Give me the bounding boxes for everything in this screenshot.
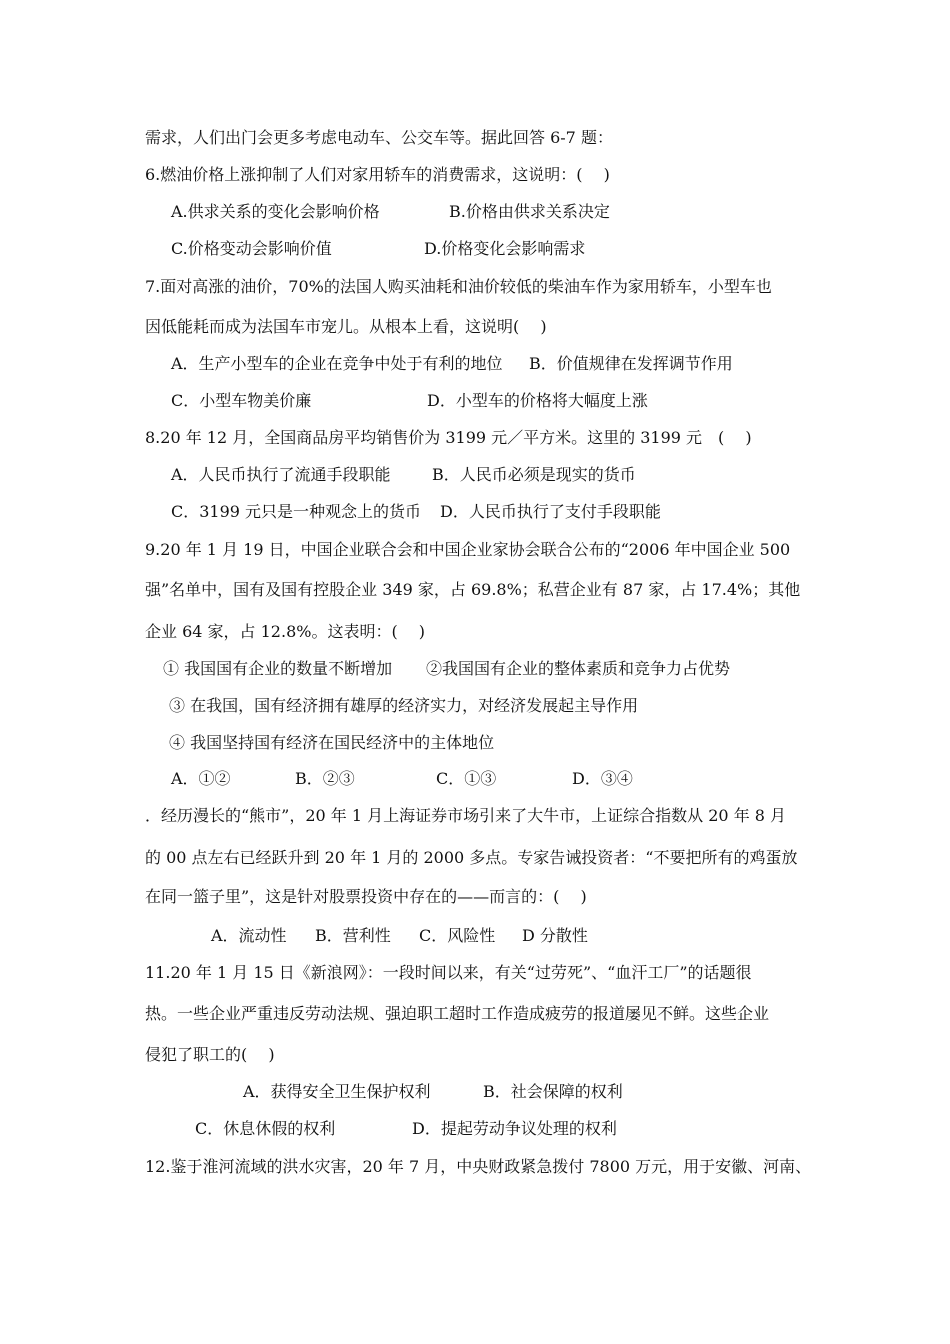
option-a: A.供求关系的变化会影响价格 bbox=[171, 202, 380, 221]
question-8: 8.20 年 12 月，全国商品房平均销售价为 3199 元／平方米。这里的 3199 元 ( ) bbox=[145, 428, 752, 447]
option-a: A．生产小型车的企业在竞争中处于有利的地位 bbox=[171, 354, 503, 373]
option-a: A．①② bbox=[171, 769, 231, 788]
option-c: C．小型车物美价廉 bbox=[171, 391, 312, 410]
question-10-cont: 在同一篮子里”，这是针对股票投资中存在的——而言的：( ) bbox=[145, 887, 587, 906]
question-9-cont: 企业 64 家，占 12.8%。这表明：( ) bbox=[145, 622, 426, 641]
statement-3: ③ 在我国，国有经济拥有雄厚的经济实力，对经济发展起主导作用 bbox=[169, 696, 639, 715]
question-11-cont: 侵犯了职工的( ) bbox=[145, 1045, 275, 1064]
option-c: C．风险性 bbox=[419, 926, 496, 945]
option-c: C．①③ bbox=[436, 769, 497, 788]
option-b: B．②③ bbox=[295, 769, 355, 788]
option-b: B．营利性 bbox=[315, 926, 391, 945]
option-d: D．小型车的价格将大幅度上涨 bbox=[427, 391, 648, 410]
option-d: D．提起劳动争议处理的权利 bbox=[412, 1119, 617, 1138]
question-10: ．经历漫长的“熊市”，20 年 1 月上海证券市场引来了大牛市，上证综合指数从 20 年 8 月 bbox=[145, 806, 787, 825]
question-12: 12.鉴于淮河流域的洪水灾害，20 年 7 月，中央财政紧急拨付 7800 万元，用于安徽、河南、 bbox=[145, 1157, 812, 1176]
option-d: D 分散性 bbox=[522, 926, 588, 945]
option-b: B．人民币必须是现实的货币 bbox=[432, 465, 636, 484]
question-9: 9.20 年 1 月 19 日，中国企业联合会和中国企业家协会联合公布的“2006 年中国企业 500 bbox=[145, 540, 791, 559]
option-d: D．③④ bbox=[572, 769, 633, 788]
option-c: C．休息休假的权利 bbox=[195, 1119, 336, 1138]
statement-2: ②我国国有企业的整体素质和竞争力占优势 bbox=[426, 659, 731, 678]
option-d: D．人民币执行了支付手段职能 bbox=[440, 502, 661, 521]
question-11-cont: 热。一些企业严重违反劳动法规、强迫职工超时工作造成疲劳的报道屡见不鲜。这些企业 bbox=[145, 1004, 770, 1023]
option-c: C.价格变动会影响价值 bbox=[171, 239, 332, 258]
question-7-cont: 因低能耗而成为法国车市宠儿。从根本上看，这说明( ) bbox=[145, 317, 547, 336]
question-6: 6.燃油价格上涨抑制了人们对家用轿车的消费需求，这说明：( ) bbox=[145, 165, 610, 184]
question-9-cont: 强”名单中，国有及国有控股企业 349 家，占 69.8%；私营企业有 87 家，占 17.4%；其他 bbox=[145, 580, 801, 599]
question-7: 7.面对高涨的油价，70%的法国人购买油耗和油价较低的柴油车作为家用轿车，小型车也 bbox=[145, 277, 772, 296]
option-a: A．流动性 bbox=[211, 926, 287, 945]
option-a: A．人民币执行了流通手段职能 bbox=[171, 465, 391, 484]
option-b: B.价格由供求关系决定 bbox=[449, 202, 610, 221]
statement-4: ④ 我国坚持国有经济在国民经济中的主体地位 bbox=[169, 733, 495, 752]
question-10-cont: 的 00 点左右已经跃升到 20 年 1 月的 2000 多点。专家告诫投资者：“不要把所有的鸡蛋放 bbox=[145, 848, 798, 867]
option-b: B．社会保障的权利 bbox=[483, 1082, 623, 1101]
question-11: 11.20 年 1 月 15 日《新浪网》：一段时间以来，有关“过劳死”、“血汗工厂”的话题很 bbox=[145, 963, 752, 982]
statement-1: ① 我国国有企业的数量不断增加 bbox=[163, 659, 393, 678]
option-a: A．获得安全卫生保护权利 bbox=[243, 1082, 431, 1101]
text-line: 需求，人们出门会更多考虑电动车、公交车等。据此回答 6-7 题： bbox=[145, 128, 613, 147]
option-b: B．价值规律在发挥调节作用 bbox=[529, 354, 733, 373]
option-d: D.价格变化会影响需求 bbox=[424, 239, 586, 258]
option-c: C．3199 元只是一种观念上的货币 bbox=[171, 502, 422, 521]
